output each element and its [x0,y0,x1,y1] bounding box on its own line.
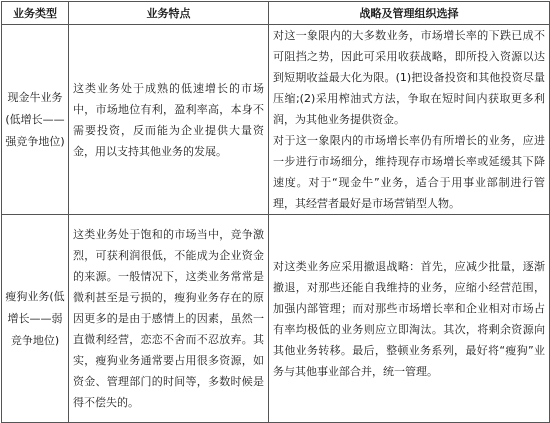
header-row [2,2,550,25]
header-business-type: 业务类型 [2,2,69,25]
table-row-dog [2,215,550,423]
strategy-cell [269,25,550,215]
business-features-cell: 这类业务处于成熟的低速增长的市场中，市场地位有利，盈利率高，本身不需要投资，反而能为企业提供大量资金，用以支持其他业务的发展。 [69,25,269,215]
strategy-paragraph: 对于这一象限内的市场增长率仍有所增长的业务，应进一步进行市场细分，维持现存市场增长率或延缓其下降速度。对于“现金牛”业务，适合于用事业部制进行管理，其经营者最好是市场营销型人物。 [273,134,545,210]
header-strategy: 战略及管理组织选择 [269,2,550,25]
strategy-paragraph: 对这一象限内的大多数业务，市场增长率的下跌已成不可阻挡之势，因此可采用收获战略，即所投入资源以达到短期收益最大化为限。(1)把设备投资和其他投资尽量压缩;(2)采用榨油式方法，争取在短时间内获取更多利润，为其他业务提供资金。 [273,29,545,126]
business-matrix-table [1,1,550,423]
business-type-cell: 瘦狗业务(低增长——弱竞争地位) [2,215,69,423]
business-type-cell: 现金牛业务(低增长——强竞争地位) [2,25,69,215]
business-features-cell: 这类业务处于饱和的市场当中，竞争激烈，可获利润很低，不能成为企业资金的来源。一般情况下，这类业务常常是微利甚至是亏损的，瘦狗业务存在的原因更多的是由于感情上的因素，虽然一直微利经营，恋恋不舍而不忍放弃。其实，瘦狗业务通常要占用很多资源，如资金、管理部门的时间等，多数时候是得不偿失的。 [69,215,269,423]
table-row-cash-cow [2,25,550,215]
header-business-features: 业务特点 [69,2,269,25]
strategy-cell: 对这类业务应采用撤退战略：首先，应减少批量，逐渐撤退，对那些还能自我维持的业务，应缩小经营范围，加强内部管理；而对那些市场增长率和企业相对市场占有率均极低的业务则应立即淘汰。其次，将剩余资源向其他业务转移。最后，整顿业务系列，最好将“瘦狗”业务与其他事业部合并，统一管理。 [269,215,550,423]
